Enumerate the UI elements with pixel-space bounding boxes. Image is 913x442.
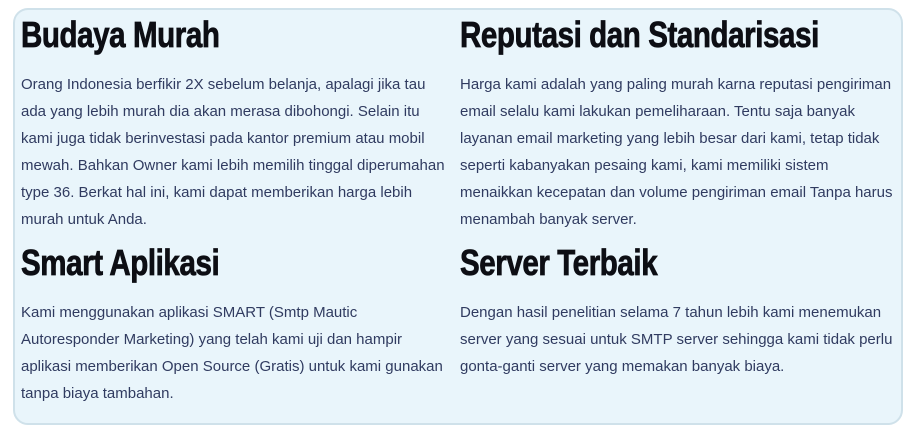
feature-body-reputasi-dan-standarisasi: Harga kami adalah yang paling murah karna reputasi pengiriman email selalu kami lakukan pemeliharaan. Tentu saja banyak layanan email marketing yang lebih besar dari kami, tetap tidak seperti kabanyakan pesaing kami, kami memiliki sistem menaikkan kecepatan dan volume pengiriman email Tanpa harus menambah banyak server. — [460, 76, 893, 229]
feature-section-smart-aplikasi — [19, 240, 458, 421]
feature-title-reputasi-dan-standarisasi: Reputasi dan Standarisasi — [460, 14, 819, 55]
feature-section-server-terbaik — [458, 240, 897, 421]
feature-panel — [13, 8, 903, 425]
feature-title-server-terbaik: Server Terbaik — [460, 242, 658, 283]
feature-title-smart-aplikasi: Smart Aplikasi — [21, 242, 220, 283]
feature-title-budaya-murah: Budaya Murah — [21, 14, 220, 55]
feature-body-smart-aplikasi: Kami menggunakan aplikasi SMART (Smtp Mautic Autoresponder Marketing) yang telah kami uji dan hampir aplikasi memberikan Open Source (Gratis) untuk kami gunakan tanpa biaya tambahan. — [21, 304, 443, 403]
feature-section-reputasi-dan-standarisasi — [458, 12, 897, 240]
feature-body-server-terbaik: Dengan hasil penelitian selama 7 tahun lebih kami menemukan server yang sesuai untuk SMTP server sehingga kami tidak perlu gonta-ganti server yang memakan banyak biaya. — [460, 304, 893, 376]
feature-section-budaya-murah — [19, 12, 458, 240]
feature-body-budaya-murah: Orang Indonesia berfikir 2X sebelum belanja, apalagi jika tau ada yang lebih murah dia akan merasa dibohongi. Selain itu kami juga tidak berinvestasi pada kantor premium atau mobil mewah. Bahkan Owner kami lebih memilih tinggal diperumahan type 36. Berkat hal ini, kami dapat memberikan harga lebih murah untuk Anda. — [21, 76, 445, 229]
